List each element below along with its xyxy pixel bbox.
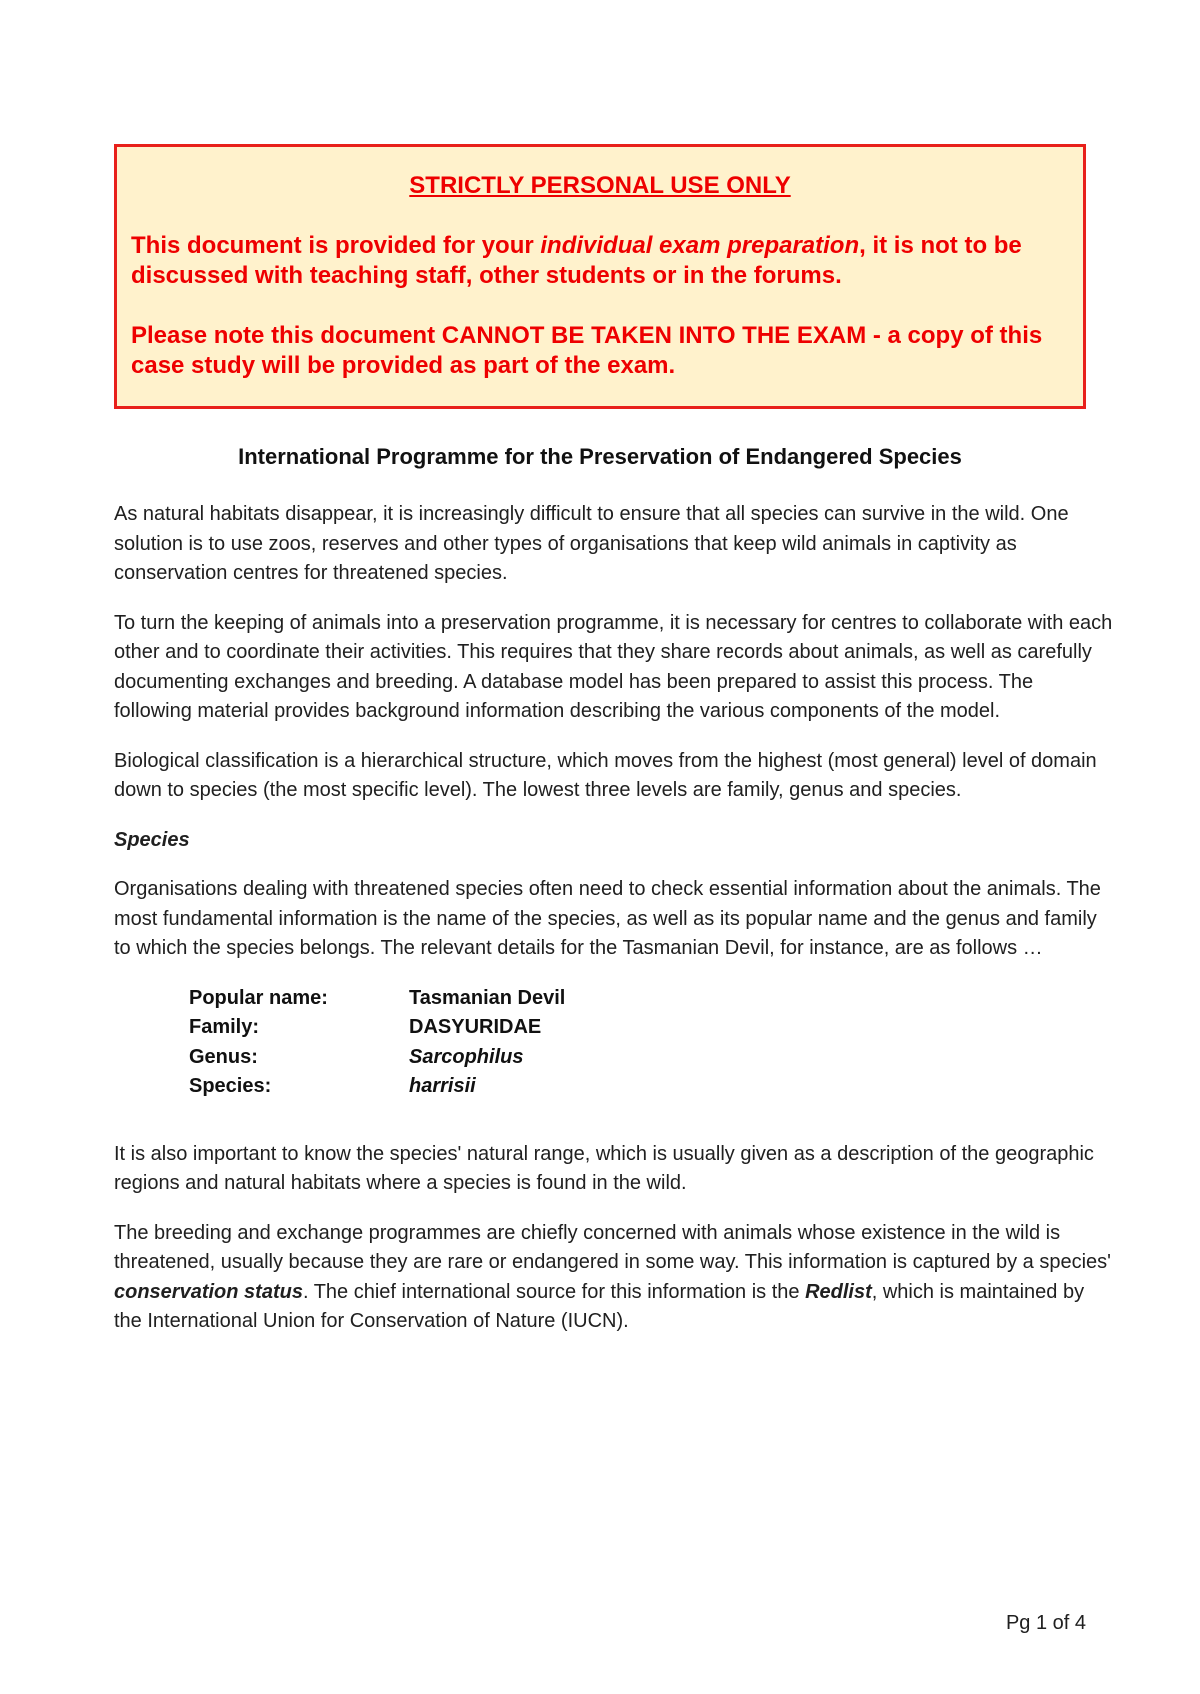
table-row — [189, 1043, 565, 1073]
species-value: Sarcophilus — [409, 1045, 524, 1068]
page-number: Pg 1 of 4 — [1005, 1612, 1086, 1634]
paragraph-intro: As natural habitats disappear, it is increasingly difficult to ensure that all species can survive in the wild. One solution is to use zoos, reserves and other types of organisations that keep wild animals in captivity as conservation centres for threatened species. — [114, 503, 1069, 584]
table-row — [189, 1013, 565, 1043]
notice-title: STRICTLY PERSONAL USE ONLY — [409, 172, 791, 199]
species-details-table — [189, 984, 565, 1102]
term-conservation-status: conservation status — [114, 1280, 303, 1303]
species-value: Tasmanian Devil — [409, 986, 566, 1009]
notice-text: , it is not to be discussed with teaching staff, other students or in the forums. — [131, 232, 1022, 289]
paragraph-text: , which is maintained by the International Union for Conservation of Nature (IUCN). — [114, 1280, 1085, 1332]
document-title: International Programme for the Preservation of Endangered Species — [238, 444, 962, 469]
species-label: Genus: — [189, 1045, 258, 1068]
paragraph-preservation: To turn the keeping of animals into a preservation programme, it is necessary for centres to collaborate with each other and to coordinate their activities. This requires that they share records about animals, as well as carefully documenting exchanges and breeding. A database model has been prepared to assist this process. The following material provides background information describing the various components of the model. — [114, 611, 1113, 722]
species-value: harrisii — [409, 1075, 476, 1097]
notice-emphasis: individual exam preparation — [540, 232, 860, 259]
table-row — [189, 1072, 565, 1102]
paragraph-text: The breeding and exchange programmes are chiefly concerned with animals whose existence in the wild is threatened, usually because they are rare or endangered in some way. This information is captured by a species' — [114, 1221, 1111, 1273]
paragraph-natural-range: It is also important to know the species' natural range, which is usually given as a description of the geographic regions and natural habitats where a species is found in the wild. — [114, 1142, 1094, 1194]
notice-text: This document is provided for your — [131, 232, 541, 259]
paragraph-species: Organisations dealing with threatened species often need to check essential information about the animals. The most fundamental information is the name of the species, as well as its popular name and the genus and family to which the species belongs. The relevant details for the Tasmanian Devil, for instance, are as follows … — [114, 878, 1101, 959]
species-value: DASYURIDAE — [409, 1016, 542, 1038]
species-label: Species: — [189, 1075, 272, 1097]
species-label: Family: — [189, 1016, 260, 1038]
notice-paragraph-1 — [131, 231, 1069, 291]
table-row — [189, 984, 565, 1014]
document-body — [114, 500, 1114, 1357]
term-redlist: Redlist — [805, 1280, 872, 1303]
section-heading-species: Species — [114, 828, 190, 851]
paragraph-text: . The chief international source for this information is the — [302, 1280, 806, 1303]
notice-paragraph-2: Please note this document CANNOT BE TAKEN INTO THE EXAM - a copy of this case study will be provided as part of the exam. — [131, 322, 1043, 379]
species-label: Popular name: — [189, 986, 328, 1009]
notice-box — [114, 144, 1086, 409]
paragraph-conservation-status — [114, 1219, 1114, 1337]
paragraph-classification: Biological classification is a hierarchical structure, which moves from the highest (most general) level of domain down to species (the most specific level). The lowest three levels are family, genus and species. — [114, 749, 1097, 801]
